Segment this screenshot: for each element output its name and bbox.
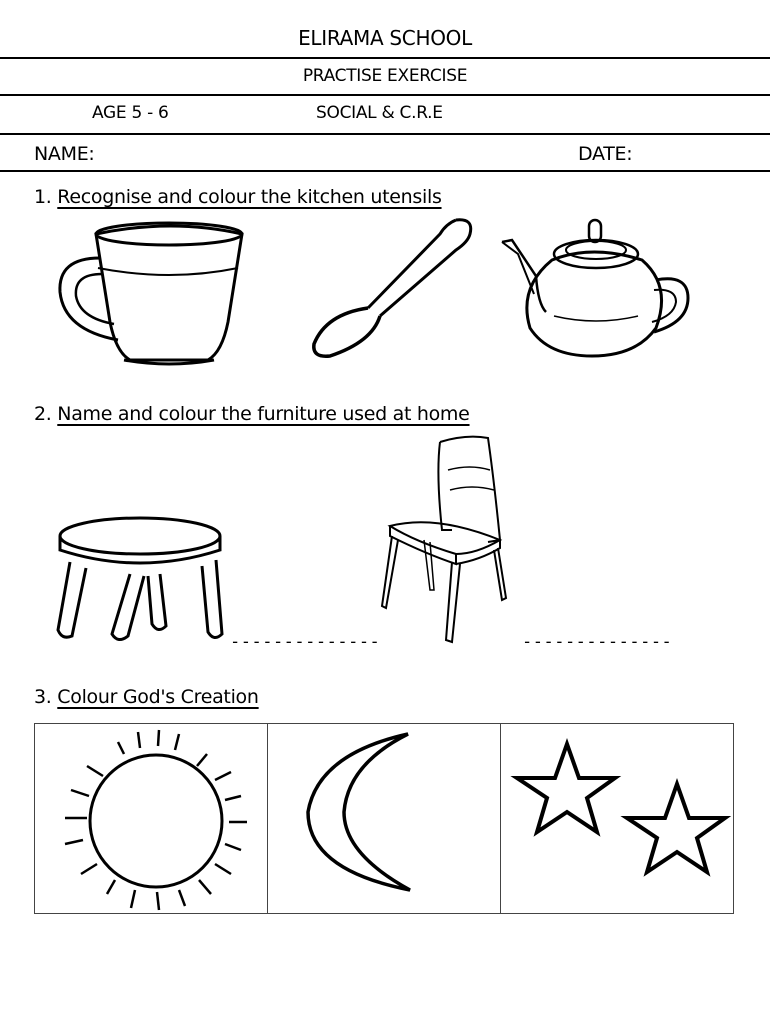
question-text: Colour God's Creation <box>57 686 259 708</box>
answer-blank-chair[interactable]: -------------- <box>522 632 673 652</box>
question-1 <box>34 186 442 208</box>
sun-icon <box>35 724 267 913</box>
date-label: DATE: <box>578 143 633 165</box>
subject-label: SOCIAL & C.R.E <box>316 103 443 123</box>
name-label: NAME: <box>34 143 95 165</box>
header-divider-4 <box>0 170 770 172</box>
creation-grid <box>34 723 734 914</box>
age-label: AGE 5 - 6 <box>92 103 169 123</box>
school-name: ELIRAMA SCHOOL <box>298 26 472 50</box>
teapot-icon <box>496 216 696 366</box>
moon-cell <box>268 724 501 913</box>
answer-blank-stool[interactable]: -------------- <box>230 632 381 652</box>
exercise-title: PRACTISE EXERCISE <box>302 66 468 86</box>
header-divider-2 <box>0 94 770 96</box>
sun-cell <box>35 724 268 913</box>
stars-icon <box>501 724 733 913</box>
header-divider-1 <box>0 57 770 59</box>
question-number: 1. <box>34 186 52 208</box>
header-divider-3 <box>0 133 770 135</box>
stars-cell <box>501 724 733 913</box>
stool-icon <box>52 514 232 644</box>
cup-icon <box>52 212 252 372</box>
question-number: 3. <box>34 686 52 708</box>
chair-icon <box>376 430 516 650</box>
question-text: Recognise and colour the kitchen utensils <box>57 186 442 208</box>
question-text: Name and colour the furniture used at home <box>57 403 470 425</box>
moon-icon <box>268 724 500 913</box>
question-3 <box>34 686 259 708</box>
question-2 <box>34 403 470 425</box>
question-number: 2. <box>34 403 52 425</box>
spoon-icon <box>306 214 486 364</box>
